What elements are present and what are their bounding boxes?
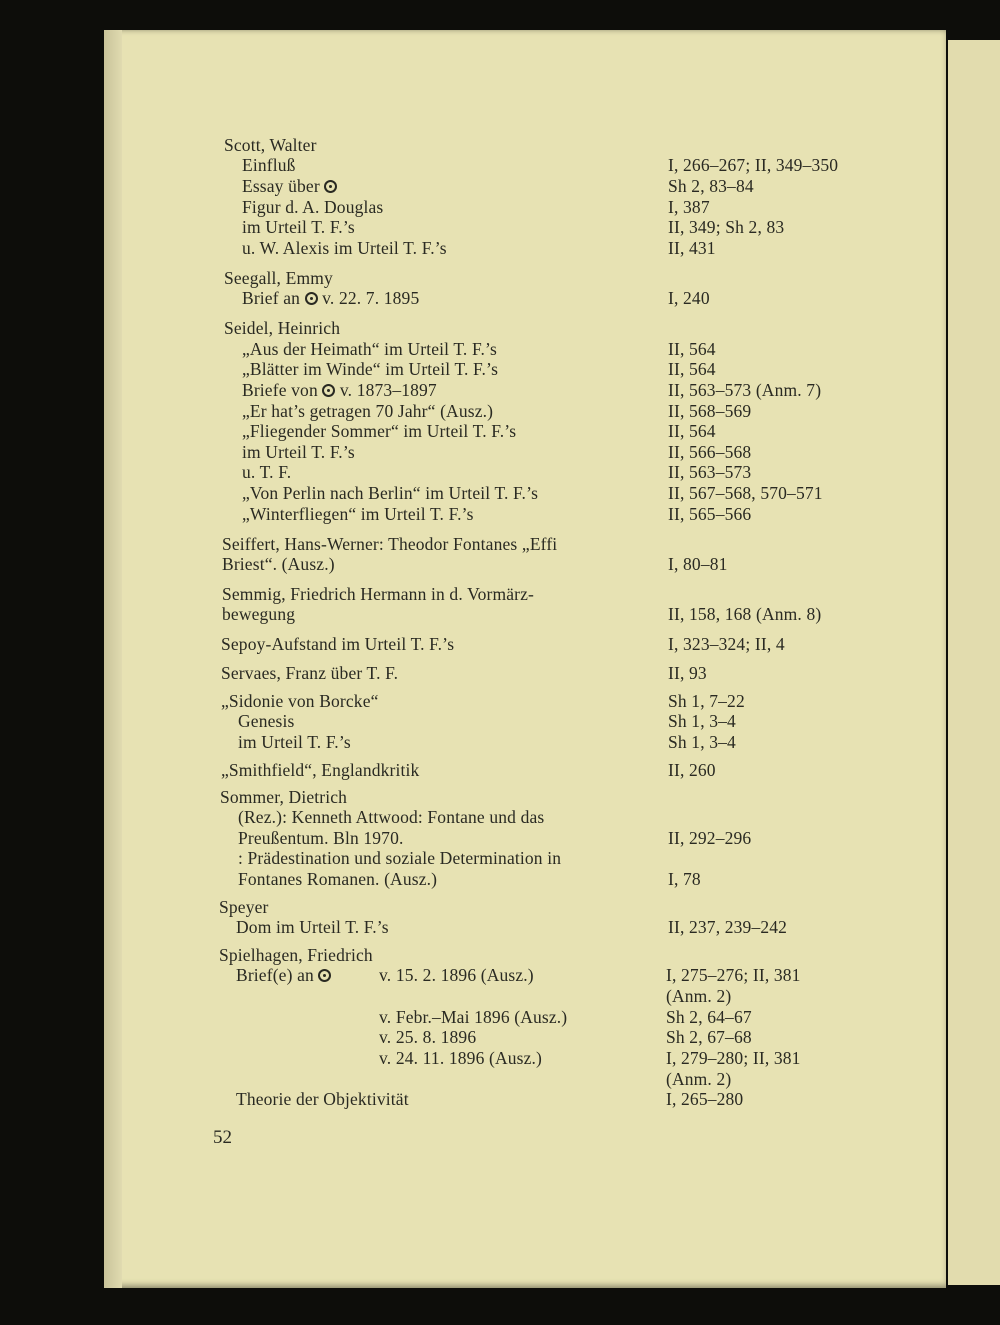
entry-spielhagen-brief1: v. 15. 2. 1896 (Ausz.) <box>379 965 534 985</box>
ref-spielhagen-brief1: I, 275–276; II, 381 <box>666 965 801 985</box>
circle-dot-icon <box>324 180 337 193</box>
ref-sepoy: I, 323–324; II, 4 <box>668 634 785 654</box>
entry-scott-einfluss: Einfluß <box>242 155 296 175</box>
entry-sidonie-genesis: Genesis <box>238 711 295 731</box>
entry-seidel-winter: „Winterfliegen“ im Urteil T. F.’s <box>242 504 474 524</box>
ref-sidonie-title: Sh 1, 7–22 <box>668 691 745 711</box>
ref-scott-figur: I, 387 <box>668 197 710 217</box>
ref-sidonie-genesis: Sh 1, 3–4 <box>668 711 736 731</box>
entry-seegall-title: Seegall, Emmy <box>224 268 333 288</box>
entry-seegall-brief: Brief an v. 22. 7. 1895 <box>242 288 420 308</box>
ref-scott-einfluss: I, 266–267; II, 349–350 <box>668 155 839 175</box>
ref-sidonie-urteil: Sh 1, 3–4 <box>668 732 736 752</box>
ref-seidel-perlin: II, 567–568, 570–571 <box>668 483 823 503</box>
entry-sepoy: Sepoy-Aufstand im Urteil T. F.’s <box>221 634 455 654</box>
book-page <box>104 30 946 1288</box>
entry-seiffert-line2: Briest“. (Ausz.) <box>222 554 335 574</box>
page-number: 52 <box>213 1127 232 1148</box>
ref-scott-essay: Sh 2, 83–84 <box>668 176 754 196</box>
ref-seidel-winter: II, 565–566 <box>668 504 752 524</box>
entry-seidel-heimath: „Aus der Heimath“ im Urteil T. F.’s <box>242 339 497 359</box>
ref-spielhagen-brief3: Sh 2, 67–68 <box>666 1027 752 1047</box>
entry-semmig-line1: Semmig, Friedrich Hermann in d. Vormärz- <box>222 584 535 604</box>
entry-sidonie-title: „Sidonie von Borcke“ <box>221 691 379 711</box>
ref-seidel-getragen: II, 568–569 <box>668 401 752 421</box>
entry-sommer-rez-line1: (Rez.): Kenneth Attwood: Fontane und das <box>238 807 545 827</box>
ref-spielhagen-brief1-anm: (Anm. 2) <box>666 986 732 1006</box>
entry-seidel-getragen: „Er hat’s getragen 70 Jahr“ (Ausz.) <box>242 401 494 421</box>
ref-smithfield: II, 260 <box>668 760 716 780</box>
entry-spielhagen-brief-label: Brief(e) an <box>236 965 331 985</box>
ref-seidel-briefe: II, 563–573 (Anm. 7) <box>668 380 822 400</box>
circle-dot-icon <box>305 292 318 305</box>
page-edge <box>104 30 122 1288</box>
ref-seidel-blaetter: II, 564 <box>668 359 716 379</box>
ref-spielhagen-theorie: I, 265–280 <box>666 1089 744 1109</box>
ref-sommer-rez: II, 292–296 <box>668 828 752 848</box>
circle-dot-icon <box>318 969 331 982</box>
entry-scott-figur: Figur d. A. Douglas <box>242 197 384 217</box>
ref-servaes: II, 93 <box>668 663 707 683</box>
entry-seidel-title: Seidel, Heinrich <box>224 318 341 338</box>
entry-scott-alexis: u. W. Alexis im Urteil T. F.’s <box>242 238 447 258</box>
entry-sidonie-urteil: im Urteil T. F.’s <box>238 732 351 752</box>
entry-seidel-urteil: im Urteil T. F.’s <box>242 442 355 462</box>
entry-scott-title: Scott, Walter <box>224 135 317 155</box>
ref-seiffert: I, 80–81 <box>668 554 728 574</box>
ref-seidel-heimath: II, 564 <box>668 339 716 359</box>
ref-scott-urteil: II, 349; Sh 2, 83 <box>668 217 785 237</box>
ref-sommer-praed: I, 78 <box>668 869 701 889</box>
adjacent-page <box>948 40 1000 1285</box>
entry-seidel-tf: u. T. F. <box>242 462 292 482</box>
entry-spielhagen-brief3: v. 25. 8. 1896 <box>379 1027 477 1047</box>
entry-seidel-blaetter: „Blätter im Winde“ im Urteil T. F.’s <box>242 359 499 379</box>
entry-speyer-dom: Dom im Urteil T. F.’s <box>236 917 389 937</box>
entry-speyer-title: Speyer <box>219 897 269 917</box>
ref-spielhagen-brief2: Sh 2, 64–67 <box>666 1007 752 1027</box>
entry-seiffert-line1: Seiffert, Hans-Werner: Theodor Fontanes „Effi <box>222 534 558 554</box>
entry-seidel-perlin: „Von Perlin nach Berlin“ im Urteil T. F.’s <box>242 483 539 503</box>
ref-spielhagen-brief4-anm: (Anm. 2) <box>666 1069 732 1089</box>
circle-dot-icon <box>322 384 335 397</box>
entry-spielhagen-theorie: Theorie der Objektivität <box>236 1089 409 1109</box>
ref-seidel-sommer: II, 564 <box>668 421 716 441</box>
ref-seidel-urteil: II, 566–568 <box>668 442 752 462</box>
entry-seidel-briefe: Briefe von v. 1873–1897 <box>242 380 437 400</box>
entry-scott-urteil: im Urteil T. F.’s <box>242 217 355 237</box>
ref-seidel-tf: II, 563–573 <box>668 462 752 482</box>
entry-scott-essay: Essay über <box>242 176 337 196</box>
ref-scott-alexis: II, 431 <box>668 238 716 258</box>
entry-smithfield: „Smithfield“, Englandkritik <box>221 760 420 780</box>
entry-spielhagen-title: Spielhagen, Friedrich <box>219 945 373 965</box>
entry-sommer-title: Sommer, Dietrich <box>220 787 348 807</box>
ref-speyer-dom: II, 237, 239–242 <box>668 917 788 937</box>
entry-seidel-sommer: „Fliegender Sommer“ im Urteil T. F.’s <box>242 421 517 441</box>
entry-sommer-praed-line2: Fontanes Romanen. (Ausz.) <box>238 869 438 889</box>
entry-sommer-praed-line1: : Prädestination und soziale Determination in <box>238 848 562 868</box>
ref-spielhagen-brief4: I, 279–280; II, 381 <box>666 1048 801 1068</box>
entry-spielhagen-brief2: v. Febr.–Mai 1896 (Ausz.) <box>379 1007 568 1027</box>
entry-sommer-rez-line2: Preußentum. Bln 1970. <box>238 828 404 848</box>
entry-semmig-line2: bewegung <box>222 604 296 624</box>
ref-semmig: II, 158, 168 (Anm. 8) <box>668 604 822 624</box>
entry-spielhagen-brief4: v. 24. 11. 1896 (Ausz.) <box>379 1048 543 1068</box>
entry-servaes: Servaes, Franz über T. F. <box>221 663 399 683</box>
ref-seegall-brief: I, 240 <box>668 288 710 308</box>
